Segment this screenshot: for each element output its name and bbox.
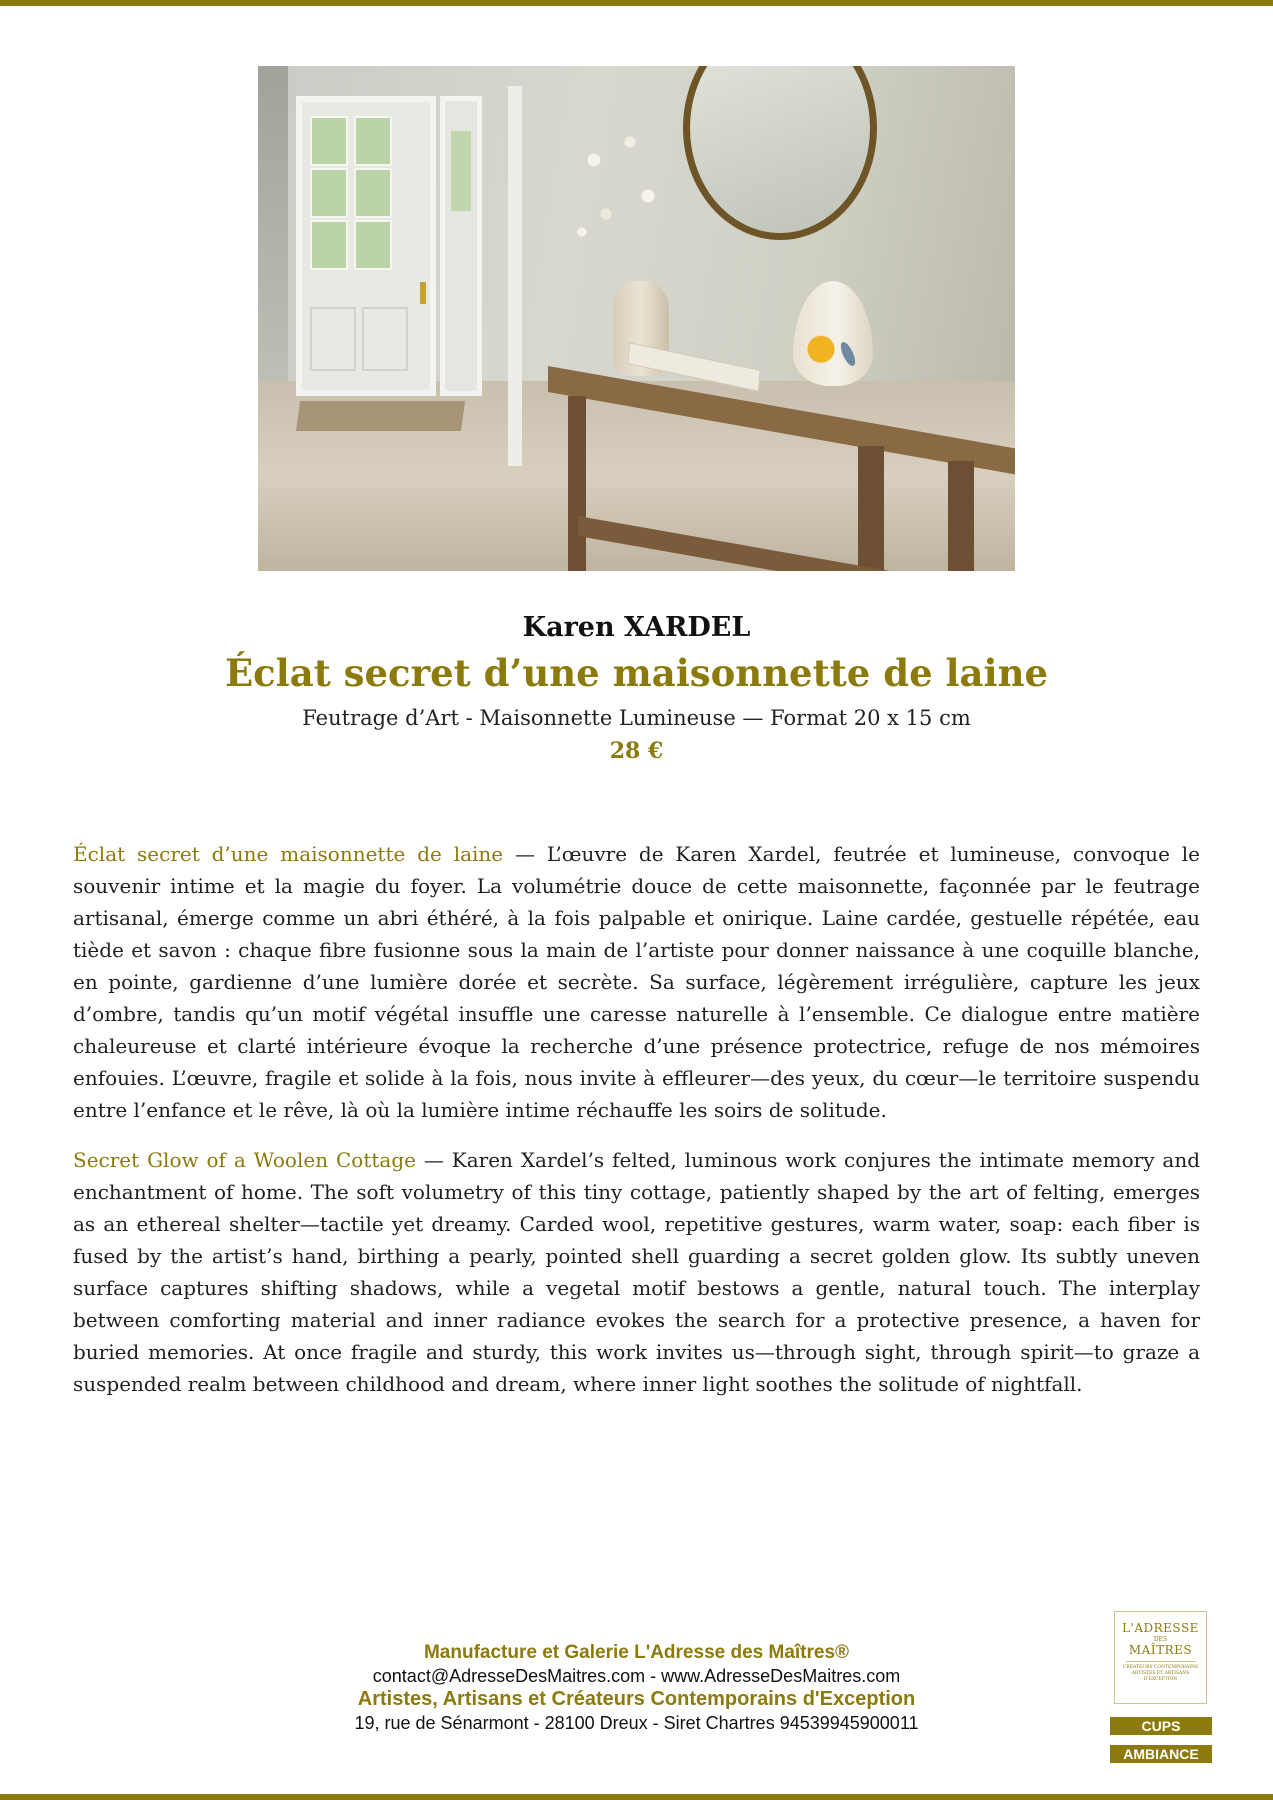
- photo-door-pane: [310, 168, 348, 218]
- artwork-title: Éclat secret d’une maisonnette de laine: [224, 651, 1049, 695]
- artist-name: Karen XARDEL: [522, 612, 751, 643]
- photo-door-panel: [310, 307, 356, 371]
- logo-line-2: DES: [1153, 1636, 1168, 1643]
- logo-line-3: MAÎTRES: [1128, 1643, 1193, 1657]
- description-fr: [73, 838, 1200, 1126]
- artwork-price: 28 €: [609, 738, 664, 764]
- photo-door: [296, 96, 436, 396]
- footer: [0, 1641, 1273, 1735]
- footer-contact: contact@AdresseDesMaitres.com - www.AdresseDesMaitres.com: [372, 1666, 901, 1686]
- artwork-subtitle: Feutrage d’Art - Maisonnette Lumineuse — Format 20 x 15 cm: [302, 706, 971, 730]
- top-rule: [0, 0, 1273, 6]
- tag-cups: CUPS: [1110, 1717, 1212, 1735]
- photo-table-leg: [568, 396, 586, 571]
- photo-door-pane: [354, 116, 392, 166]
- photo-door-pane: [310, 220, 348, 270]
- description-en-lead: Secret Glow of a Woolen Cottage: [73, 1148, 416, 1172]
- photo-table-leg: [948, 461, 974, 571]
- photo-rug: [296, 401, 465, 431]
- footer-company: Manufacture et Galerie L'Adresse des Maîtres®: [423, 1642, 850, 1663]
- photo-door-pane: [354, 168, 392, 218]
- photo-door-knob: [420, 282, 426, 304]
- logo-line-4: CRÉATEURS CONTEMPORAINS ARTISTES ET ARTISANS D'EXCEPTION: [1122, 1665, 1199, 1682]
- photo-door-panel: [362, 307, 408, 371]
- description-fr-text: — L’œuvre de Karen Xardel, feutrée et lumineuse, convoque le souvenir intime et la magie du foyer. La volumétrie douce de cette maisonnette, façonnée par le feutrage artisanal, émerge comme un abri éthéré, à la fois palpable et onirique. Laine cardée, gestuelle répétée, eau tiède et savon : chaque fibre fusionne sous la main de l’artiste pour donner naissance à une coquille blanche, en pointe, gardienne d’une lumière dorée et secrète. Sa surface, légèrement irrégulière, capture les jeux d’ombre, tandis qu’un motif végétal insuffle une caresse naturelle à l’ensemble. Ce dialogue entre matière chaleureuse et clarté intérieure évoque la recherche d’une présence protectrice, refuge de nos mémoires enfouies. L’œuvre, fragile et solide à la fois, nous invite à effleurer—des yeux, du cœur—le territoire suspendu entre l’enfance et le rêve, là où la lumière intime réchauffe les soirs de solitude.: [73, 842, 1200, 1122]
- photo-door-frame: [508, 86, 522, 466]
- artwork-photo: [258, 66, 1015, 571]
- footer-tagline: Artistes, Artisans et Créateurs Contemporains d'Exception: [357, 1688, 916, 1710]
- photo-felt-cottage: [793, 281, 873, 386]
- description-en: [73, 1144, 1200, 1400]
- footer-address: 19, rue de Sénarmont - 28100 Dreux - Siret Chartres 94539945900011: [354, 1713, 919, 1733]
- description: [73, 838, 1200, 1418]
- logo-divider: [1126, 1661, 1196, 1662]
- logo-line-1: L'ADRESSE: [1122, 1621, 1199, 1635]
- photo-door-pane: [310, 116, 348, 166]
- photo-mirror: [683, 66, 877, 240]
- photo-side-door-pane: [451, 131, 471, 211]
- tag-ambiance: AMBIANCE: [1110, 1745, 1212, 1763]
- photo-side-door: [440, 96, 482, 396]
- photo-door-pane: [354, 220, 392, 270]
- photo-flower-branches: [558, 106, 678, 286]
- photo-leaf-motif: [838, 340, 858, 368]
- description-en-text: — Karen Xardel’s felted, luminous work conjures the intimate memory and enchantment of home. The soft volumetry of this tiny cottage, patiently shaped by the art of felting, emerges as an ethereal shelter—tactile yet dreamy. Carded wool, repetitive gestures, warm water, soap: each fiber is fused by the artist’s hand, birthing a pearly, pointed shell guarding a secret golden glow. Its subtly uneven surface captures shifting shadows, while a vegetal motif bestows a gentle, natural touch. The interplay between comforting material and inner radiance evokes the search for a protective presence, a haven for buried memories. At once fragile and sturdy, this work invites us—through sight, through spirit—to graze a suspended realm between childhood and dream, where inner light soothes the solitude of nightfall.: [73, 1148, 1201, 1396]
- brand-logo: [1114, 1611, 1207, 1704]
- description-fr-lead: Éclat secret d’une maisonnette de laine: [73, 842, 504, 866]
- bottom-rule: [0, 1794, 1273, 1800]
- photo-table-leg: [858, 446, 884, 571]
